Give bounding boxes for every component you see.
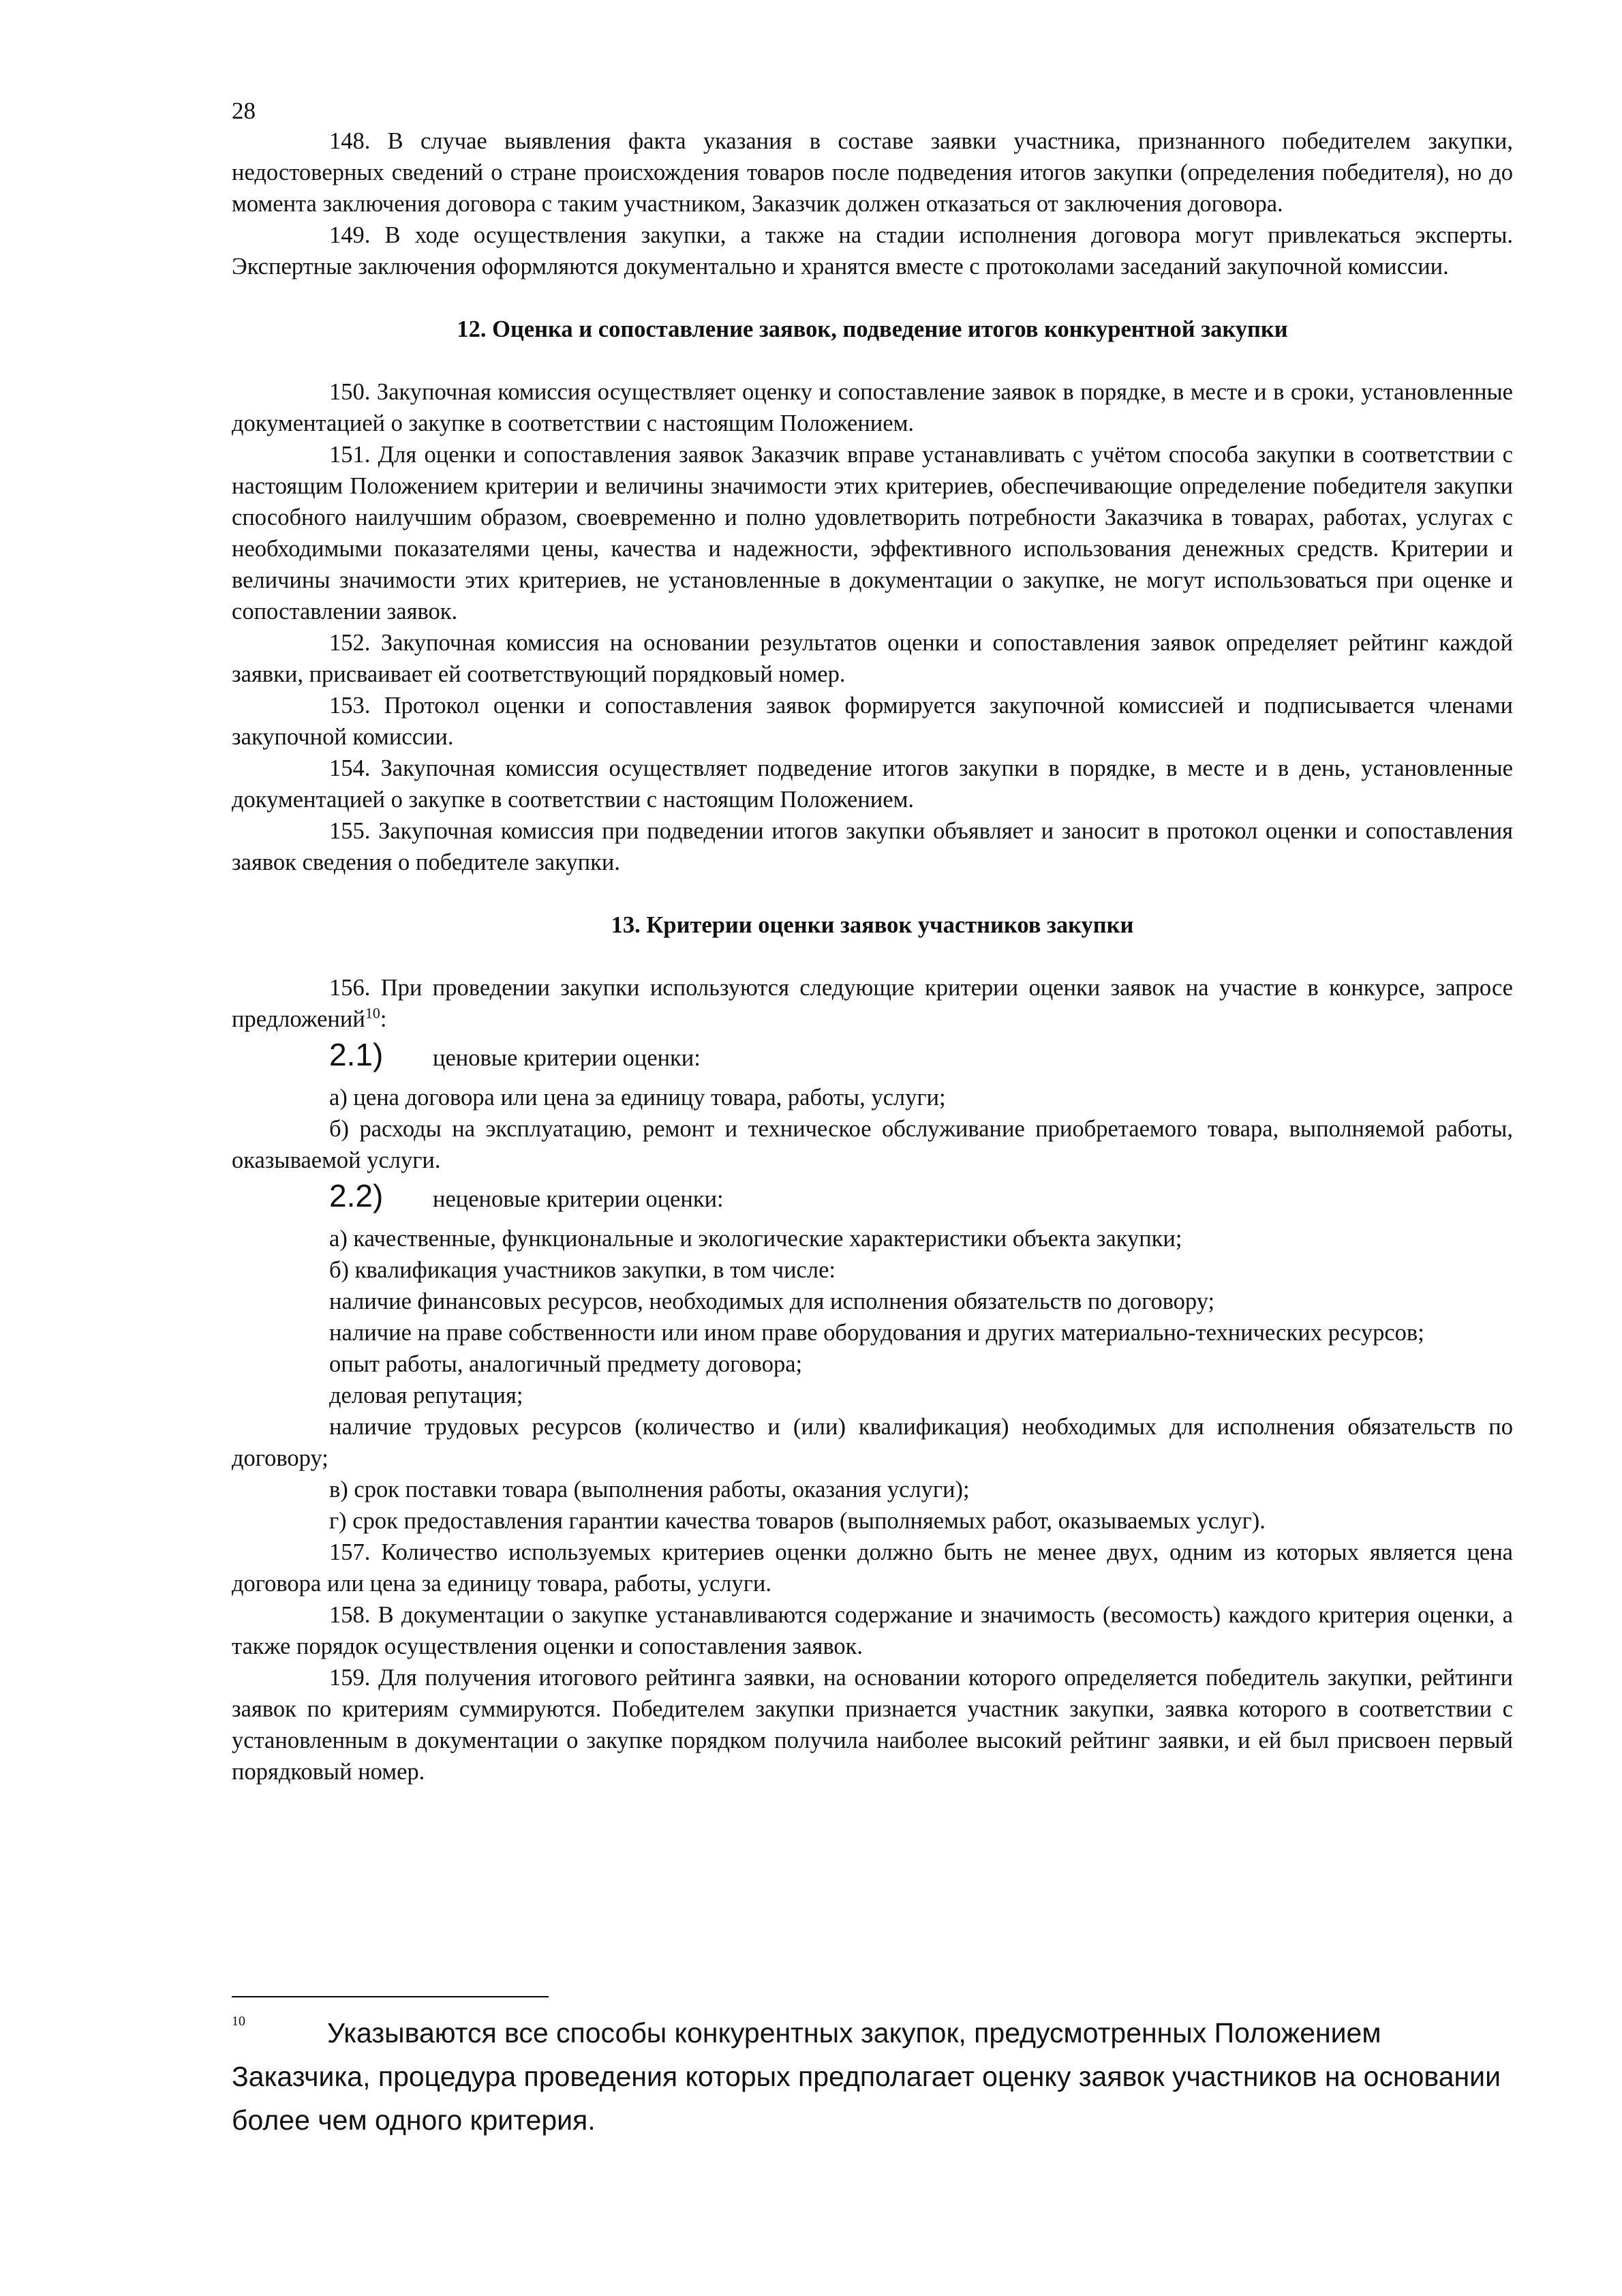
list-item: а) цена договора или цена за единицу товара, работы, услуги; [329, 1085, 946, 1111]
criteria-group-heading [232, 1180, 1513, 1215]
list-number: 2.1) [329, 1037, 384, 1072]
paragraph: 152. Закупочная комиссия на основании результатов оценки и сопоставления заявок определяет рейтинг каждой заявки, присваивает ей соответствующий порядковый номер. [232, 630, 1513, 687]
footnote-mark: 10 [232, 2014, 245, 2029]
footnote-text: Указываются все способы конкурентных закупок, предусмотренных Положением Заказчика, процедура проведения которых предполагает оценку заявок участников на основании более чем одного критерия. [232, 2017, 1501, 2136]
footnote-separator [232, 1996, 549, 1997]
paragraph-text-end: : [380, 1006, 387, 1032]
footnote-reference: 10 [365, 1004, 380, 1022]
page-number: 28 [232, 97, 256, 124]
paragraph: 154. Закупочная комиссия осуществляет подведение итогов закупки в порядке, в месте и в день, установленные документацией о закупке в соответствии с настоящим Положением. [232, 755, 1513, 813]
paragraph-text: 156. При проведении закупки используются следующие критерии оценки заявок на участие в конкурсе, запросе предложений [232, 975, 1513, 1032]
list-item: в) срок поставки товара (выполнения работы, оказания услуги); [329, 1477, 970, 1502]
list-item: б) квалификация участников закупки, в том числе: [329, 1257, 836, 1283]
document-body [232, 125, 1513, 1787]
list-label: ценовые критерии оценки: [433, 1045, 701, 1071]
paragraph: 151. Для оценки и сопоставления заявок Заказчик вправе устанавливать с учётом способа закупки в соответствии с настоящим Положением критерии и величины значимости этих критериев, обеспечивающие определение победителя закупки способного наилучшим образом, своевременно и полно удовлетворить потребности Заказчика в товарах, работах, услугах с необходимыми показателями цены, качества и надежности, эффективного использования денежных средств. Критерии и величины значимости этих критериев, не установленные в документации о закупке, не могут использоваться при оценке и сопоставлении заявок. [232, 442, 1513, 624]
paragraph: 153. Протокол оценки и сопоставления заявок формируется закупочной комиссией и подписывается членами закупочной комиссии. [232, 693, 1513, 750]
list-item: а) качественные, функциональные и экологические характеристики объекта закупки; [329, 1226, 1182, 1252]
paragraph: 158. В документации о закупке устанавливаются содержание и значимость (весомость) каждого критерия оценки, а также порядок осуществления оценки и сопоставления заявок. [232, 1602, 1513, 1659]
paragraph: 148. В случае выявления факта указания в составе заявки участника, признанного победителем закупки, недостоверных сведений о стране происхождения товаров после подведения итогов закупки (определения победителя), но до момента заключения договора с таким участником, Заказчик должен отказаться от заключения договора. [232, 128, 1513, 217]
paragraph: 150. Закупочная комиссия осуществляет оценку и сопоставление заявок в порядке, в месте и в сроки, установленные документацией о закупке в соответствии с настоящим Положением. [232, 379, 1513, 436]
list-label: неценовые критерии оценки: [433, 1186, 724, 1212]
list-item: г) срок предоставления гарантии качества товаров (выполняемых работ, оказываемых услуг). [329, 1508, 1266, 1534]
list-item: наличие трудовых ресурсов (количество и (или) квалификация) необходимых для исполнения обязательств по договору; [232, 1414, 1513, 1471]
list-item: б) расходы на эксплуатацию, ремонт и техническое обслуживание приобретаемого товара, выполняемой работы, оказываемой услуги. [232, 1116, 1513, 1173]
list-item: деловая репутация; [329, 1383, 523, 1408]
criteria-group-heading [232, 1039, 1513, 1074]
list-item: наличие на праве собственности или ином праве оборудования и других материально-технических ресурсов; [329, 1320, 1424, 1346]
footnote [232, 2011, 1513, 2142]
list-item: опыт работы, аналогичный предмету договора; [329, 1351, 803, 1377]
paragraph [232, 972, 1513, 1035]
list-number: 2.2) [329, 1178, 384, 1213]
paragraph: 159. Для получения итогового рейтинга заявки, на основании которого определяется победитель закупки, рейтинги заявок по критериям суммируются. Победителем закупки признается участник закупки, заявка которого в соответствии с установленным в документации о закупке порядком получила наиболее высокий рейтинг заявки, и ей был присвоен первый порядковый номер. [232, 1665, 1513, 1785]
paragraph: 155. Закупочная комиссия при подведении итогов закупки объявляет и заносит в протокол оценки и сопоставления заявок сведения о победителе закупки. [232, 818, 1513, 875]
paragraph: 157. Количество используемых критериев оценки должно быть не менее двух, одним из которых является цена договора или цена за единицу товара, работы, услуги. [232, 1539, 1513, 1597]
section-heading: 12. Оценка и сопоставление заявок, подведение итогов конкурентной закупки [457, 316, 1288, 342]
section-heading: 13. Критерии оценки заявок участников закупки [611, 912, 1134, 938]
list-item: наличие финансовых ресурсов, необходимых для исполнения обязательств по договору; [329, 1288, 1215, 1314]
paragraph: 149. В ходе осуществления закупки, а также на стадии исполнения договора могут привлекаться эксперты. Экспертные заключения оформляются документально и хранятся вместе с протоколами заседаний закупочной комиссии. [232, 222, 1513, 280]
